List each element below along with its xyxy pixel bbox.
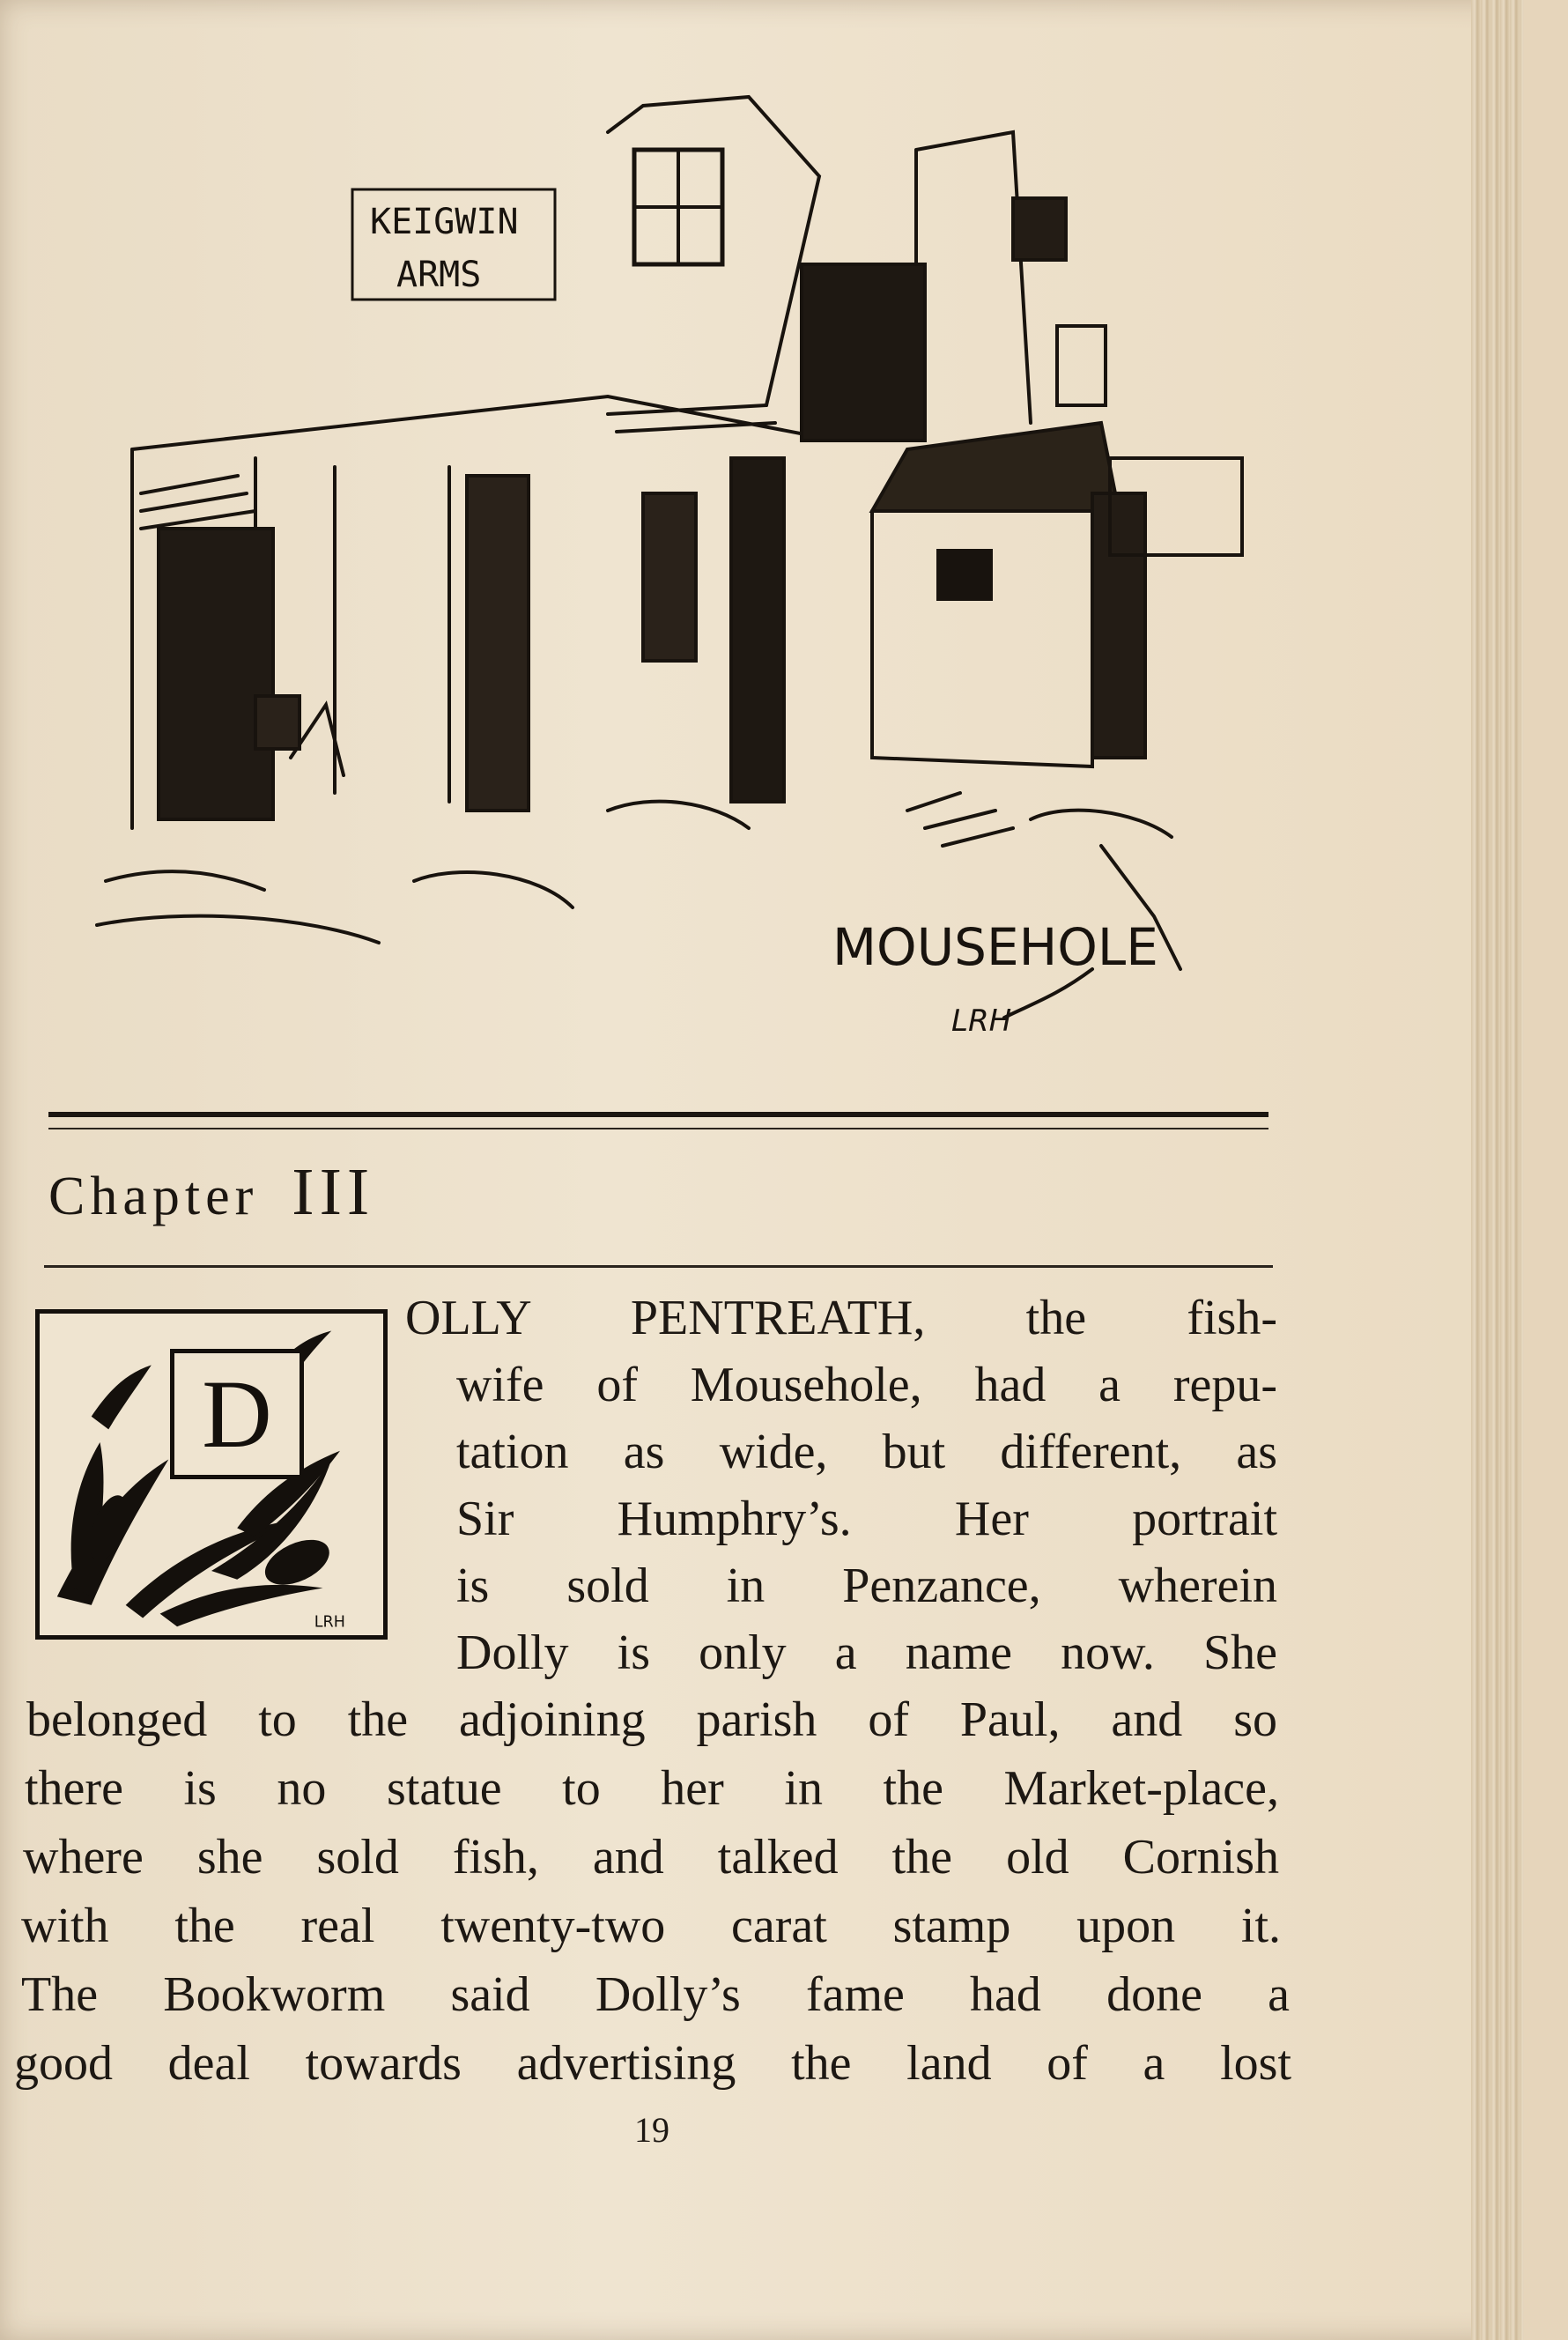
chapter-word: Chapter — [48, 1166, 259, 1226]
drop-cap-box — [170, 1349, 304, 1479]
street-sketch — [79, 35, 1260, 1092]
text-line: Sir Humphry’s. Her portrait — [456, 1492, 1277, 1546]
drop-cap-ornament — [35, 1309, 388, 1640]
text-line: good deal towards advertising the land of a lost — [14, 2036, 1291, 2091]
chapter-heading — [48, 1154, 374, 1233]
illustration-monogram: LRH — [951, 1003, 1012, 1039]
illustration-caption: MOUSEHOLE — [832, 917, 1158, 977]
page-edge — [1471, 0, 1524, 2340]
text-line: there is no statue to her in the Market-place, — [25, 1761, 1279, 1816]
text-line: Dolly is only a name now. She — [456, 1625, 1277, 1680]
text-line: OLLY PENTREATH, the fish- — [405, 1291, 1277, 1345]
text-line: is sold in Penzance, wherein — [456, 1559, 1277, 1613]
text-line: tation as wide, but different, as — [456, 1425, 1277, 1479]
sign-text-2: ARMS — [396, 255, 482, 295]
text-line: with the real twenty-two carat stamp upon it. — [21, 1899, 1281, 1953]
chapter-rule — [44, 1265, 1273, 1268]
text-line: where she sold fish, and talked the old Cornish — [23, 1830, 1279, 1885]
drop-cap-letter: D — [202, 1360, 272, 1468]
mousehole-illustration — [79, 35, 1260, 1092]
page-number: 19 — [634, 2110, 669, 2150]
header-rule-thin — [48, 1128, 1268, 1129]
text-line: wife of Mousehole, had a repu- — [456, 1358, 1277, 1412]
header-rule-thick — [48, 1112, 1268, 1117]
chapter-number: III — [292, 1155, 375, 1229]
text-line: The Bookworm said Dolly’s fame had done a — [21, 1967, 1290, 2022]
drop-cap-monogram: LRH — [314, 1613, 345, 1632]
sign-text-1: KEIGWIN — [370, 202, 519, 242]
text-line: belonged to the adjoining parish of Paul, and so — [26, 1692, 1277, 1747]
